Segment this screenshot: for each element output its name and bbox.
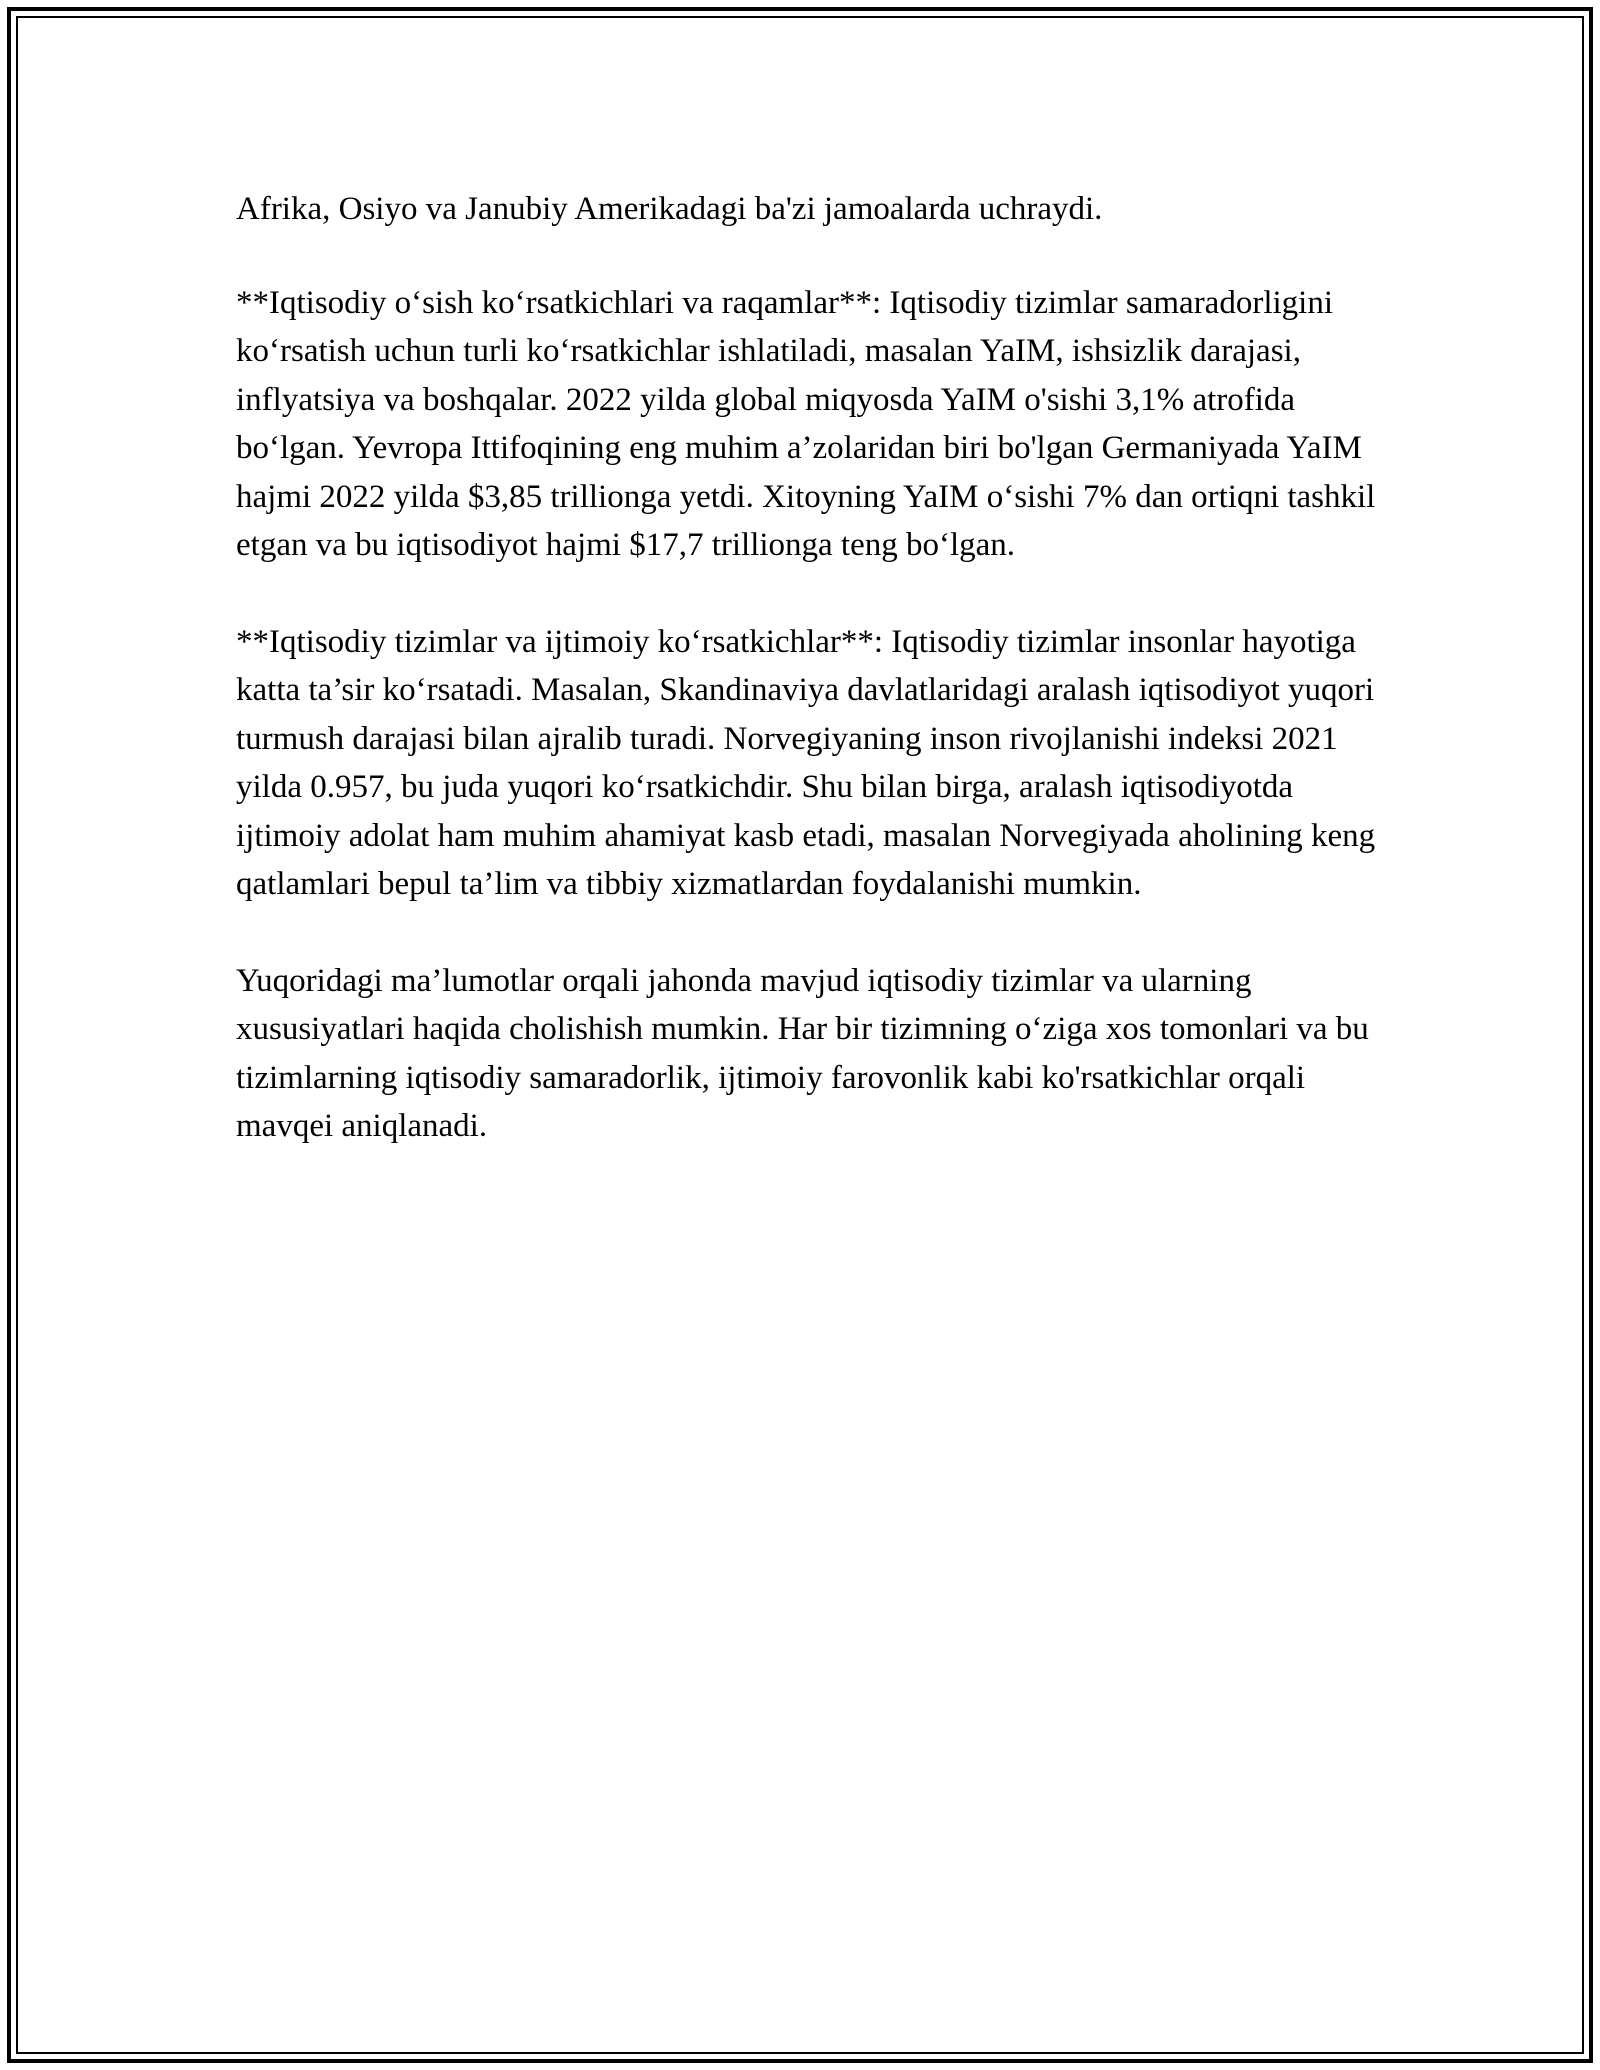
paragraph-economic-growth-indicators: **Iqtisodiy o‘sish ko‘rsatkichlari va raqamlar**: Iqtisodiy tizimlar samaradorligini ko‘rsatish uchun turli ko‘rsatkichlar ishlatiladi, masalan YaIM, ishsizlik darajasi, inflyatsiya va boshqalar. 2022 yilda global miqyosda YaIM o'sishi 3,1% atrofida bo‘lgan. Yevropa Ittifoqining eng muhim a’zolaridan biri bo'lgan Germaniyada YaIM hajmi 2022 yilda $3,85 trillionga yetdi. Xitoyning YaIM o‘sishi 7% dan ortiqni tashkil etgan va bu iqtisodiyot hajmi $17,7 trillionga teng bo‘lgan.	[236, 284, 1376, 563]
document-body	[236, 185, 1376, 1199]
paragraph-conclusion: Yuqoridagi ma’lumotlar orqali jahonda mavjud iqtisodiy tizimlar va ularning xususiyatlari haqida cholishish mumkin. Har bir tizimning o‘ziga xos tomonlari va bu tizimlarning iqtisodiy samaradorlik, ijtimoiy farovonlik kabi ko'rsatkichlar orqali mavqei aniqlanadi.	[236, 962, 1369, 1144]
paragraph-continuation: Afrika, Osiyo va Janubiy Amerikadagi ba'zi jamoalarda uchraydi.	[236, 191, 1103, 227]
paragraph-social-indicators: **Iqtisodiy tizimlar va ijtimoiy ko‘rsatkichlar**: Iqtisodiy tizimlar insonlar hayotiga katta ta’sir ko‘rsatadi. Masalan, Skandinaviya davlatlaridagi aralash iqtisodiyot yuqori turmush darajasi bilan ajralib turadi. Norvegiyaning inson rivojlanishi indeksi 2021 yilda 0.957, bu juda yuqori ko‘rsatkichdir. Shu bilan birga, aralash iqtisodiyotda ijtimoiy adolat ham muhim ahamiyat kasb etadi, masalan Norvegiyada aholining keng qatlamlari bepul ta’lim va tibbiy xizmatlardan foydalanishi mumkin.	[236, 623, 1376, 902]
